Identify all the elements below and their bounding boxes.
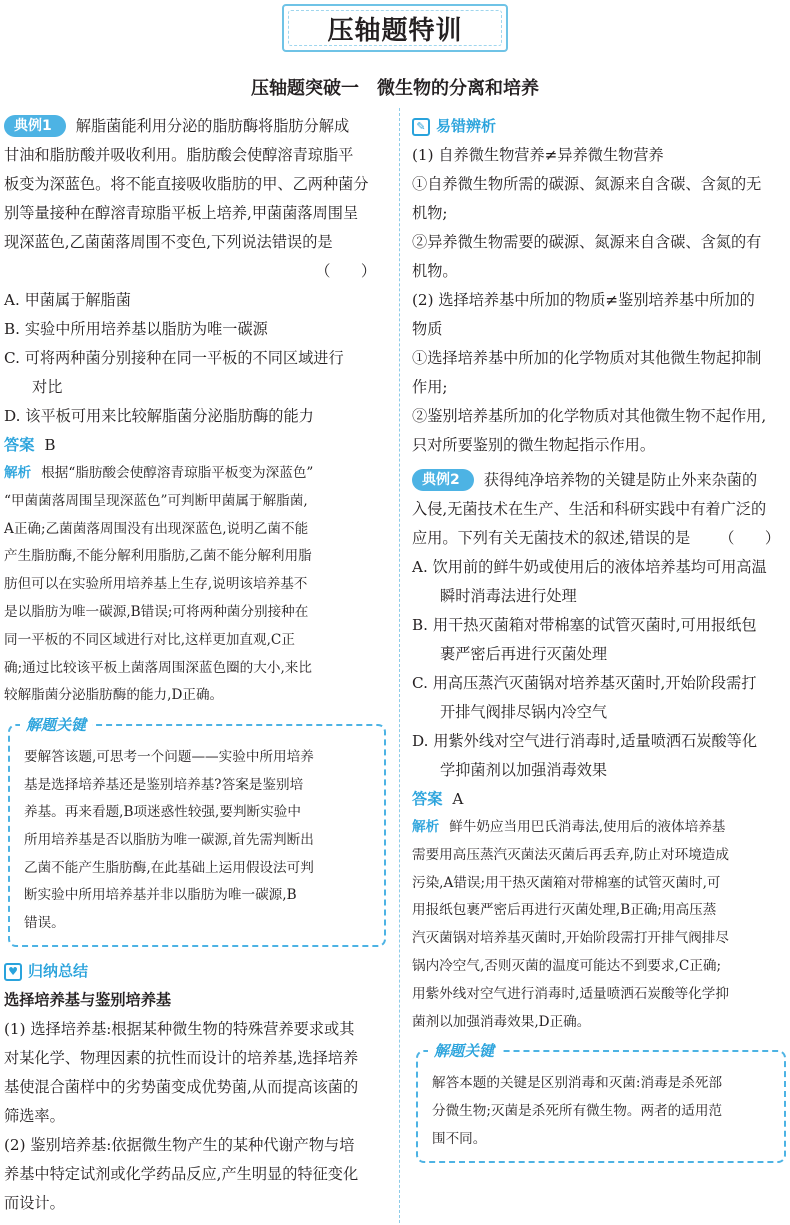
example1-option-d: D. 该平板可用来比较解脂菌分泌脂肪酶的能力 [4, 407, 314, 425]
example1-stem-line4: 别等量接种在醇溶青琼脂平板上培养,甲菌菌落周围呈 [4, 204, 359, 222]
analysis-text1: 根据“脂肪酸会使醇溶青琼脂平板变为深蓝色” [41, 465, 314, 481]
analysis-line3: A正确;乙菌菌落周围没有出现深蓝色,说明乙菌不能 [4, 520, 309, 537]
example1-stem-line2: 甘油和脂肪酸并吸收利用。脂肪酸会使醇溶青琼脂平 [4, 146, 354, 164]
key-line3: 围不同。 [432, 1130, 487, 1147]
analysis-line7: 同一平板的不同区域进行对比,这样更加直观,C正 [4, 631, 295, 648]
example2-stem-text1: 获得纯净培养物的关键是防止外来杂菌的 [483, 471, 758, 489]
summary-p1-line4: 筛选率。 [4, 1107, 65, 1126]
analysis-line2: 需要用高压蒸汽灭菌法灭菌后再丢弃,防止对环境造成 [412, 846, 729, 863]
analysis-line5: 肪但可以在实验所用培养基上生存,说明该培养基不 [4, 576, 308, 593]
analysis-text1: 鲜牛奶应当用巴氏消毒法,使用后的液体培养基 [449, 819, 726, 835]
book-icon: ✎ [412, 118, 430, 136]
pitfall-line7: 物质 [412, 320, 443, 338]
example2-option-c-line2: 开排气阀排尽锅内冷空气 [440, 703, 608, 721]
right-column [412, 112, 786, 1173]
example2-badge: 典例2 [412, 469, 474, 491]
example1-stem-line1 [4, 112, 386, 141]
summary-heading-text: 归纳总结 [28, 962, 89, 981]
answer-label: 答案 [4, 436, 35, 454]
analysis-line9: 较解脂菌分泌脂肪酶的能力,D正确。 [4, 687, 224, 704]
example2-stem-line2: 入侵,无菌技术在生产、生活和科研实践中有着广泛的 [412, 500, 767, 518]
example1-analysis [4, 460, 386, 710]
pitfall-line4: ②异养微生物需要的碳源、氮源来自含碳、含氮的有 [412, 233, 762, 251]
example2-option-d-line1: D. 用紫外线对空气进行消毒时,适量喷洒石炭酸等化 [412, 732, 758, 750]
analysis-line1 [412, 814, 786, 842]
pitfall-line2: ①自养微生物所需的碳源、氮源来自含碳、含氮的无 [412, 175, 762, 193]
example2-answer [412, 785, 786, 814]
example2-stem-text3: 应用。下列有关无菌技术的叙述,错误的是 [412, 529, 691, 547]
analysis-line8: 菌剂以加强消毒效果,D正确。 [412, 1013, 591, 1030]
summary-p1-line3: 基使混合菌样中的劣势菌变成优势菌,从而提高该菌的 [4, 1078, 359, 1097]
key-line7: 错误。 [24, 914, 65, 931]
analysis-line6: 锅内冷空气,否则灭菌的温度可能达不到要求,C正确; [412, 957, 722, 974]
example1-option-c-line2: 对比 [32, 378, 63, 396]
summary-p2-line2: 养基中特定试剂或化学药品反应,产生明显的特征变化 [4, 1165, 359, 1184]
analysis-line4: 产生脂肪酶,不能分解利用脂肪,乙菌不能分解利用脂 [4, 548, 312, 565]
key-line5: 乙菌不能产生脂肪酶,在此基础上运用假设法可判 [24, 859, 314, 876]
header-banner [282, 4, 508, 52]
example1-option-b: B. 实验中所用培养基以脂肪为唯一碳源 [4, 320, 268, 338]
analysis-line8: 确;通过比较该平板上菌落周围深蓝色圈的大小,来比 [4, 659, 312, 676]
analysis-line1 [4, 460, 386, 488]
summary-icon: ♥ [4, 963, 22, 981]
section-title: 压轴题突破一 微生物的分离和培养 [251, 78, 539, 99]
key-box-2 [416, 1042, 786, 1163]
pitfall-line11: 只对所要鉴别的微生物起指示作用。 [412, 436, 655, 454]
analysis-line7: 用紫外线对空气进行消毒时,适量喷洒石炭酸等化学抑 [412, 985, 729, 1002]
example2-option-a-line2: 瞬时消毒法进行处理 [440, 587, 577, 605]
summary-p2-line3: 而设计。 [4, 1194, 65, 1213]
example2-answer-paren: （ ） [719, 529, 780, 547]
example2-option-b-line2: 裹严密后再进行灭菌处理 [440, 645, 608, 663]
key-line3: 养基。再来看题,B项迷惑性较强,要判断实验中 [24, 804, 301, 821]
column-divider [399, 108, 400, 1223]
example1-stem-line3: 板变为深蓝色。将不能直接吸收脂肪的甲、乙两种菌分 [4, 175, 369, 193]
summary-heading [4, 957, 386, 986]
banner-title: 压轴题特训 [327, 15, 463, 46]
key-line6: 断实验中所用培养基并非以脂肪为唯一碳源,B [24, 887, 297, 904]
key-line4: 所用培养基是否以脂肪为唯一碳源,首先需判断出 [24, 831, 314, 848]
example2-stem-line1 [412, 466, 786, 495]
analysis-line3: 污染,A错误;用干热灭菌箱对带棉塞的试管灭菌时,可 [412, 874, 721, 891]
pitfall-heading [412, 112, 786, 141]
analysis-line6: 是以脂肪为唯一碳源,B错误;可将两种菌分别接种在 [4, 603, 309, 620]
pitfall-line5: 机物。 [412, 262, 458, 280]
example1-stem-text1: 解脂菌能利用分泌的脂肪酶将脂肪分解成 [75, 117, 350, 135]
example2-option-a-line1: A. 饮用前的鲜牛奶或使用后的液体培养基均可用高温 [412, 558, 767, 576]
example1-stem-line5: 现深蓝色,乙菌菌落周围不变色,下列说法错误的是 [4, 233, 333, 251]
summary-title: 选择培养基与鉴别培养基 [4, 991, 172, 1010]
key-box-1 [8, 716, 386, 947]
example1-option-c-line1: C. 可将两种菌分别接种在同一平板的不同区域进行 [4, 349, 344, 367]
analysis-line2: “甲菌菌落周围呈现深蓝色”可判断甲菌属于解脂菌, [4, 492, 308, 509]
key-line2: 分微生物;灭菌是杀死所有微生物。两者的适用范 [432, 1102, 723, 1119]
key-line1: 解答本题的关键是区别消毒和灭菌:消毒是杀死部 [432, 1075, 723, 1092]
pitfall-heading-text: 易错辨析 [436, 117, 497, 135]
pitfall-line9: 作用; [412, 378, 448, 396]
summary-p2-line1: (2) 鉴别培养基:依据微生物产生的某种代谢产物与培 [4, 1136, 355, 1155]
example2-option-b-line1: B. 用干热灭菌箱对带棉塞的试管灭菌时,可用报纸包 [412, 616, 757, 634]
example2-analysis [412, 814, 786, 1036]
left-column [4, 112, 386, 1218]
answer-value: A [452, 790, 464, 808]
example2-stem-line3 [412, 524, 786, 553]
example1-answer [4, 431, 386, 460]
analysis-line4: 用报纸包裹严密后再进行灭菌处理,B正确;用高压蒸 [412, 902, 717, 919]
analysis-line5: 汽灭菌锅对培养基灭菌时,开始阶段需打开排气阀排尽 [412, 930, 729, 947]
analysis-label: 解析 [4, 465, 32, 481]
example1-answer-paren: （ ） [315, 262, 376, 280]
example1-badge: 典例1 [4, 115, 66, 137]
answer-label: 答案 [412, 790, 443, 808]
analysis-label: 解析 [412, 819, 440, 835]
example2-option-c-line1: C. 用高压蒸汽灭菌锅对培养基灭菌时,开始阶段需打 [412, 674, 757, 692]
pitfall-line6: (2) 选择培养基中所加的物质≠鉴别培养基中所加的 [412, 291, 755, 309]
key-box-title: 解题关键 [20, 714, 92, 736]
example1-option-a: A. 甲菌属于解脂菌 [4, 291, 131, 309]
key-box-title: 解题关键 [428, 1040, 500, 1062]
answer-value: B [44, 436, 56, 454]
summary-p1-line1: (1) 选择培养基:根据某种微生物的特殊营养要求或其 [4, 1020, 355, 1039]
key-line1: 要解答该题,可思考一个问题——实验中所用培养 [24, 749, 314, 766]
example2-option-d-line2: 学抑菌剂以加强消毒效果 [440, 761, 608, 779]
pitfall-line1: (1) 自养微生物营养≠异养微生物营养 [412, 146, 664, 164]
pitfall-line10: ②鉴别培养基所加的化学物质对其他微生物不起作用, [412, 407, 767, 425]
key-line2: 基是选择培养基还是鉴别培养基?答案是鉴别培 [24, 776, 304, 793]
pitfall-line8: ①选择培养基中所加的化学物质对其他微生物起抑制 [412, 349, 762, 367]
summary-p1-line2: 对某化学、物理因素的抗性而设计的培养基,选择培养 [4, 1049, 359, 1068]
pitfall-line3: 机物; [412, 204, 448, 222]
